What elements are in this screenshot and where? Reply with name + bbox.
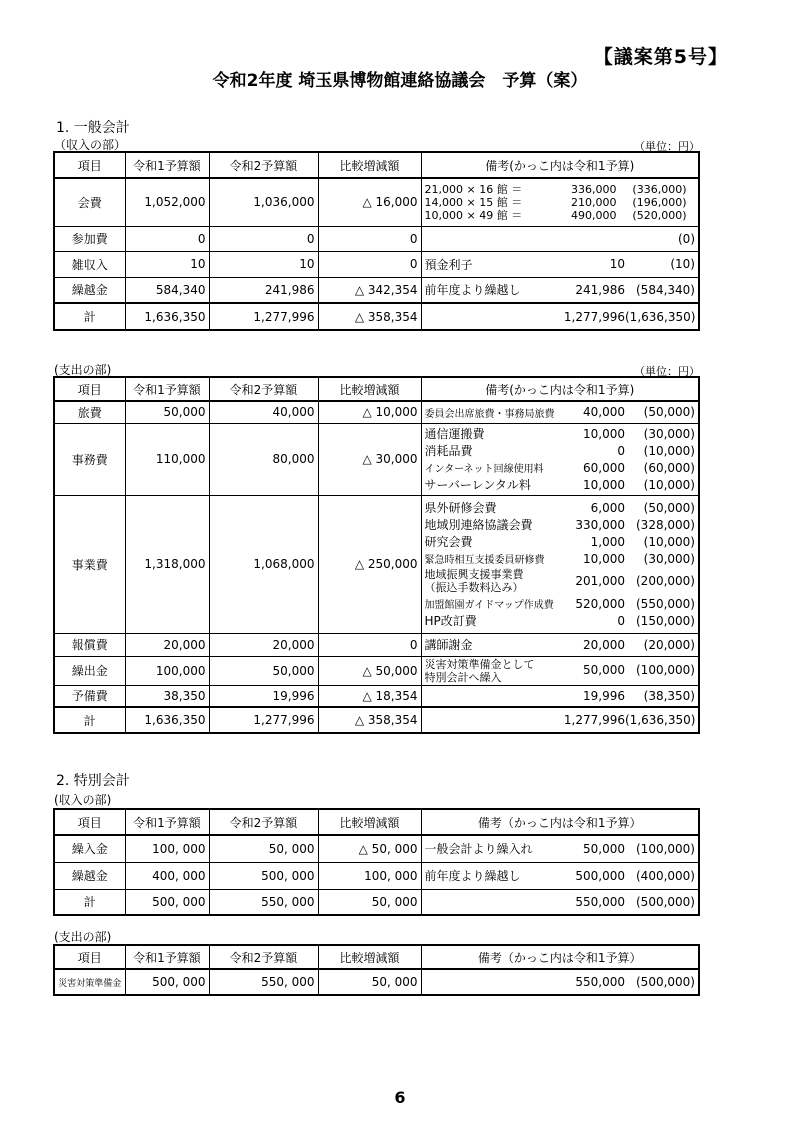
table-header-row: 項目 令和1予算額 令和2予算額 比較増減額 備考（かっこ内は令和1予算） xyxy=(54,809,699,835)
table-row: 繰出金 100,000 50,000 △ 50,000 災害対策準備金として 特別会計へ繰入 50,000 (100,000) xyxy=(54,656,699,685)
header-note: 備考(かっこ内は令和1予算) xyxy=(421,152,699,178)
table-row: 報償費 20,000 20,000 0 講師謝金 20,000 (20,000) xyxy=(54,633,699,656)
table-row: 事務費 110,000 80,000 △ 30,000 通信運搬費 10,000 (30,000) 消耗品費 0 (10,000) インターネット回線使用料 60,000 (60,000) サーバーレンタル料 10,000 (10,000) xyxy=(54,423,699,495)
special-expense-label: (支出の部) xyxy=(54,930,112,944)
header-item: 項目 xyxy=(54,152,125,178)
page-number: 6 xyxy=(394,1088,406,1107)
special-income-table xyxy=(53,808,700,916)
fee-calculation: 21,000 × 16 館 ＝ 336,000 (336,000) 14,000 × 15 館 ＝ 210,000 (196,000) 10,000 × 49 館 ＝ 490,000 (520,000) xyxy=(421,178,699,226)
page-title: 令和2年度 埼玉県博物館連絡協議会 予算（案） xyxy=(212,71,588,91)
general-income-unit: （単位：円） xyxy=(634,140,700,153)
general-expense-table xyxy=(53,376,700,734)
special-income-label: (収入の部) xyxy=(54,793,112,807)
table-row: 繰越金 584,340 241,986 △ 342,354 前年度より繰越し 241,986 (584,340) xyxy=(54,277,699,303)
special-expense-table xyxy=(53,944,700,996)
motion-label: 【議案第5号】 xyxy=(593,46,728,68)
general-income-table xyxy=(53,151,700,331)
header-r1: 令和1予算額 xyxy=(125,152,209,178)
general-income-label: （収入の部） xyxy=(54,138,127,152)
table-row-total: 計 500, 000 550, 000 50, 000 550,000 (500,000) xyxy=(54,889,699,915)
table-row: 雑収入 10 10 0 預金利子 10 (10) xyxy=(54,251,699,277)
table-row: 会費 1,052,000 1,036,000 △ 16,000 21,000 × 16 館 ＝ 336,000 (336,000) 14,000 × 15 館 ＝ 210,000 (196,000) 10,000 × 49 館 ＝ 490,000 (520,000) xyxy=(54,178,699,226)
general-expense-unit: （単位：円） xyxy=(634,365,700,378)
table-row-total: 計 1,636,350 1,277,996 △ 358,354 1,277,996 (1,636,350) xyxy=(54,303,699,330)
table-header-row: 項目 令和1予算額 令和2予算額 比較増減額 備考（かっこ内は令和1予算） xyxy=(54,945,699,969)
table-row: 災害対策準備金 500, 000 550, 000 50, 000 550,000 (500,000) xyxy=(54,969,699,995)
table-header-row xyxy=(54,152,699,178)
header-r2: 令和2予算額 xyxy=(209,152,318,178)
table-row: 繰越金 400, 000 500, 000 100, 000 前年度より繰越し 500,000 (400,000) xyxy=(54,862,699,889)
table-row: 繰入金 100, 000 50, 000 △ 50, 000 一般会計より繰入れ 50,000 (100,000) xyxy=(54,835,699,862)
general-expense-label: (支出の部) xyxy=(54,363,112,377)
table-row: 予備費 38,350 19,996 △ 18,354 19,996 (38,350) xyxy=(54,685,699,707)
special-account-heading: 2. 特別会計 xyxy=(56,773,130,789)
header-diff: 比較増減額 xyxy=(318,152,421,178)
table-header-row: 項目 令和1予算額 令和2予算額 比較増減額 備考(かっこ内は令和1予算) xyxy=(54,377,699,401)
table-row: 旅費 50,000 40,000 △ 10,000 委員会出席旅費・事務局旅費 40,000 (50,000) xyxy=(54,401,699,423)
table-row: 事業費 1,318,000 1,068,000 △ 250,000 県外研修会費 6,000 (50,000) 地域別連絡協議会費 330,000 (328,000) 研究会費 1,000 (10,000) 緊急時相互支援委員研修費 10,000 (30,000) 地域振興支援事業費 （振込手数料込み） 201,000 (200,000) 加盟館園ガイドマップ作成費 520,000 (550,000) HP改訂費 0 (150,000) xyxy=(54,495,699,633)
table-row: 参加費 0 0 0 (0) xyxy=(54,226,699,251)
table-row-total: 計 1,636,350 1,277,996 △ 358,354 1,277,996 (1,636,350) xyxy=(54,707,699,733)
general-account-heading: 1. 一般会計 xyxy=(56,120,130,136)
